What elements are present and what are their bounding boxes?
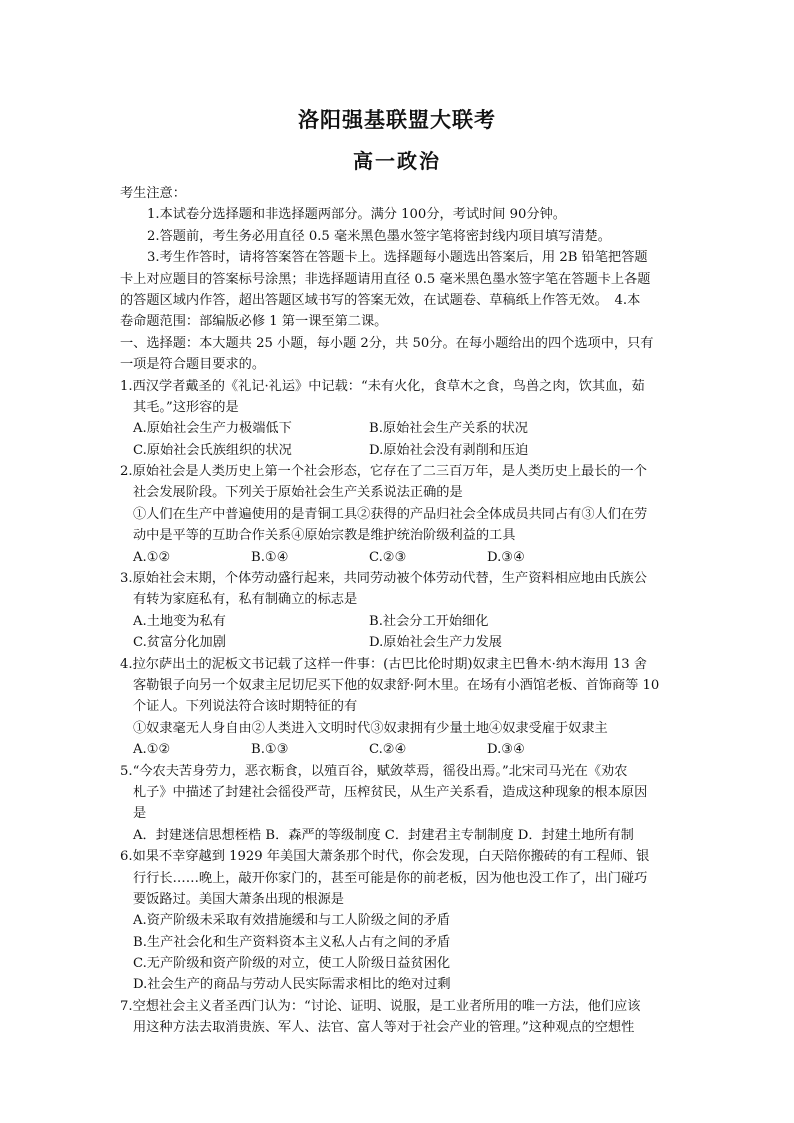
question-stem: 是 xyxy=(133,806,147,822)
notice-item: 3.考生作答时，请将答案答在答题卡上。选择题每小题选出答案后，用 2B 铅笔把答题 xyxy=(147,250,648,266)
option-c: C.②③ xyxy=(369,549,407,565)
option-d: D.③④ xyxy=(487,742,525,758)
question-stem: 2.原始社会是人类历史上第一个社会形态，它存在了二三百万年，是人类历史上最长的一个 xyxy=(120,464,647,480)
question-stem: 1.西汉学者戴圣的《礼记·礼运》中记载：“未有火化，食草木之食，鸟兽之肉，饮其血，茹 xyxy=(120,378,645,394)
exam-title: 洛阳强基联盟大联考 xyxy=(298,107,496,132)
option-c: C.无产阶级和资产阶级的对立，使工人阶级日益贫困化 xyxy=(133,956,451,972)
notice-item: 的答题区域内作答，超出答题区域书写的答案无效，在试题卷、草稿纸上作答无效。 4.本 xyxy=(120,292,641,308)
option-row: A．封建迷信思想桎梏 B．森严的等级制度 C．封建君主专制制度 D．封建土地所有制 xyxy=(133,827,634,843)
option-d: D.③④ xyxy=(487,549,525,565)
question-stem: 7.空想社会主义者圣西门认为：“讨论、证明、说服，是工业者所用的唯一方法，他们应该 xyxy=(120,998,641,1014)
question-stem: ①奴隶毫无人身自由②人类进入文明时代③奴隶拥有少量土地④奴隶受雇于奴隶主 xyxy=(133,720,608,736)
option-d: D.社会生产的商品与劳动人民实际需求相比的绝对过剩 xyxy=(133,977,451,993)
option-c: C.贫富分化加剧 xyxy=(133,635,226,651)
option-c: C.原始社会氏族组织的状况 xyxy=(133,442,292,458)
question-stem: 5.“今农夫苦身劳力，恶衣粝食，以殖百谷，赋敛萃焉，徭役出焉。”北宋司马光在《劝农 xyxy=(120,763,628,779)
question-stem: 要饭路过。美国大萧条出现的根源是 xyxy=(133,891,344,907)
notice-item: 1.本试卷分选择题和非选择题两部分。满分 100分，考试时间 90分钟。 xyxy=(147,207,566,223)
option-d: D.原始社会没有剥削和压迫 xyxy=(369,442,529,458)
question-stem: 4.拉尔萨出土的泥板文书记载了这样一件事：(古巴比伦时期)奴隶主巴鲁木·纳木海用 13 舍 xyxy=(120,656,647,672)
option-b: B.①③ xyxy=(251,742,289,758)
option-b: B.原始社会生产关系的状况 xyxy=(369,421,528,437)
option-row xyxy=(120,547,676,568)
option-row xyxy=(120,632,676,653)
question-stem: 客勒银子向另一个奴隶主尼切尼买下他的奴隶舒·阿木里。在场有小酒馆老板、首饰商等 10 xyxy=(133,677,660,693)
question-stem: 其毛。”这形容的是 xyxy=(133,399,239,415)
option-b: B.生产社会化和生产资料资本主义私人占有之间的矛盾 xyxy=(133,934,451,950)
option-row xyxy=(120,611,676,632)
option-a: A.①② xyxy=(133,549,171,565)
question-stem: 札子》中描述了封建社会徭役严苛，压榨贫民，从生产关系看，造成这种现象的根本原因 xyxy=(133,784,648,800)
question-stem: 有转为家庭私有，私有制确立的标志是 xyxy=(133,592,358,608)
exam-subtitle: 高一政治 xyxy=(353,149,441,173)
question-stem: 6.如果不幸穿越到 1929 年美国大萧条那个时代，你会发现，白天陪你搬砖的有工程师、银 xyxy=(120,849,650,865)
notice-item: 卷命题范围：部编版必修 1 第一课至第二课。 xyxy=(120,314,388,330)
question-stem: 社会发展阶段。下列关于原始社会生产关系说法正确的是 xyxy=(133,485,463,501)
option-c: C.②④ xyxy=(369,742,407,758)
option-a: A.①② xyxy=(133,742,171,758)
option-a: A.原始社会生产力极端低下 xyxy=(133,421,292,437)
notice-heading: 考生注意： xyxy=(120,186,186,201)
notice-item: 卡上对应题目的答案标号涂黑；非选择题请用直径 0.5 毫米黑色墨水签字笔在答题卡上各题 xyxy=(120,271,651,287)
option-b: B.①④ xyxy=(251,549,289,565)
option-d: D.原始社会生产力发展 xyxy=(369,635,502,651)
option-row xyxy=(120,739,676,760)
notice-item: 2.答题前，考生务必用直径 0.5 毫米黑色墨水签字笔将密封线内项目填写清楚。 xyxy=(147,228,611,244)
exam-content xyxy=(120,183,676,1039)
question-stem: 动中是平等的互助合作关系④原始宗教是维护统治阶级利益的工具 xyxy=(133,528,516,544)
section-instruction: 一项是符合题目要求的。 xyxy=(120,357,266,373)
question-stem: 行行长……晚上，敲开你家门的，甚至可能是你的前老板，因为他也没工作了，出门碰巧 xyxy=(133,870,648,886)
option-row xyxy=(120,440,676,461)
question-stem: ①人们在生产中普遍使用的是青铜工具②获得的产品归社会全体成员共同占有③人们在劳 xyxy=(133,506,648,522)
option-a: A.土地变为私有 xyxy=(133,613,226,629)
option-row xyxy=(120,418,676,439)
question-stem: 3.原始社会末期，个体劳动盛行起来，共同劳动被个体劳动代替，生产资料相应地由氏族公 xyxy=(120,571,647,587)
option-a: A.资产阶级未采取有效措施缓和与工人阶级之间的矛盾 xyxy=(133,913,451,929)
section-instruction: 一、选择题：本大题共 25 小题，每小题 2分，共 50分。在每小题给出的四个选项中，只有 xyxy=(120,335,654,351)
option-b: B.社会分工开始细化 xyxy=(369,613,489,629)
question-stem: 个证人。下列说法符合该时期特征的有 xyxy=(133,699,358,715)
question-stem: 用这种方法去取消贵族、军人、法官、富人等对于社会产业的管理。”这种观点的空想性 xyxy=(133,1020,635,1036)
